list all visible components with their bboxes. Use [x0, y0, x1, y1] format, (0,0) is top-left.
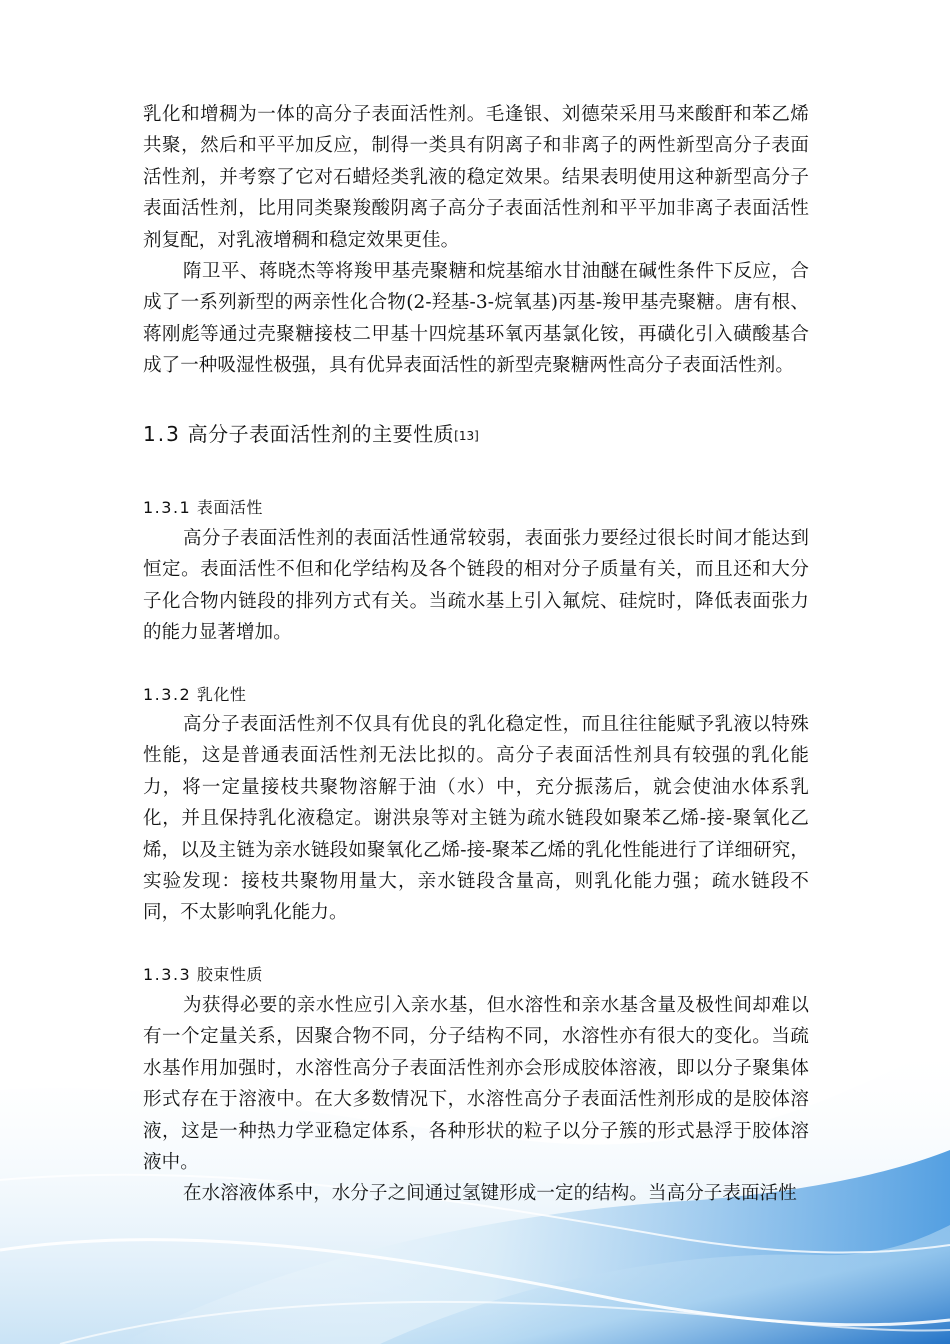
subsection-number: 1.3.3 — [143, 965, 192, 984]
section-number: 1.3 — [143, 422, 181, 446]
subsection-title: 胶束性质 — [196, 965, 263, 984]
paragraph-micelle-properties: 为获得必要的亲水性应引入亲水基，但水溶性和亲水基含量及极性间却难以有一个定量关系，因聚合物不同，分子结构不同，水溶性亦有很大的变化。当疏水基作用加强时，水溶性高分子表面活性剂亦会形成胶体溶液，即以分子聚集体形式存在于溶液中。在大多数情况下，水溶性高分子表面活性剂形成的是胶体溶液，这是一种热力学亚稳定体系，各种形状的粒子以分子簇的形式悬浮于胶体溶液中。 — [143, 995, 809, 1174]
section-heading-1-3 — [143, 420, 809, 450]
paragraph-surface-activity: 高分子表面活性剂的表面活性通常较弱，表面张力要经过很长时间才能达到恒定。表面活性不但和化学结构及各个链段的相对分子质量有关，而且还和大分子化合物内链段的排列方式有关。当疏水基上引入氟烷、硅烷时，降低表面张力的能力显著增加。 — [143, 528, 809, 644]
paragraph-chitosan-amphiphiles: 隋卫平、蒋晓杰等将羧甲基壳聚糖和烷基缩水甘油醚在碱性条件下反应，合成了一系列新型的两亲性化合物(2-羟基-3-烷氧基)丙基-羧甲基壳聚糖。唐有根、蒋刚彪等通过壳聚糖接枝二甲基十四烷基环氧丙基氯化铵，再磺化引入磺酸基合成了一种吸湿性极强，具有优异表面活性的新型壳聚糖两性高分子表面活性剂。 — [143, 261, 809, 377]
subsection-title: 乳化性 — [196, 685, 247, 704]
citation-ref: [13] — [454, 429, 479, 443]
subsection-number: 1.3.1 — [143, 498, 192, 517]
subsection-heading-1-3-2 — [143, 683, 809, 707]
paragraph-emulsification: 高分子表面活性剂不仅具有优良的乳化稳定性，而且往往能赋予乳液以特殊性能，这是普通表面活性剂无法比拟的。高分子表面活性剂具有较强的乳化能力，将一定量接枝共聚物溶解于油（水）中，充分振荡后，就会使油水体系乳化，并且保持乳化液稳定。谢洪泉等对主链为疏水链段如聚苯乙烯-接-聚氧化乙烯，以及主链为亲水链段如聚氧化乙烯-接-聚苯乙烯的乳化性能进行了详细研究，实验发现：接枝共聚物用量大，亲水链段含量高，则乳化能力强；疏水链段不同，不太影响乳化能力。 — [143, 714, 809, 924]
subsection-heading-1-3-3 — [143, 963, 809, 987]
subsection-heading-1-3-1 — [143, 496, 809, 520]
subsection-title: 表面活性 — [196, 498, 263, 517]
section-title: 高分子表面活性剂的主要性质 — [187, 422, 455, 446]
paragraph-aqueous-system: 在水溶液体系中，水分子之间通过氢键形成一定的结构。当高分子表面活性 — [183, 1183, 797, 1204]
paragraph-intro-continuation: 乳化和增稠为一体的高分子表面活性剂。毛逢银、刘德荣采用马来酸酐和苯乙烯共聚，然后和平平加反应，制得一类具有阴离子和非离子的两性新型高分子表面活性剂，并考察了它对石蜡烃类乳液的稳定效果。结果表明使用这种新型高分子表面活性剂，比用同类聚羧酸阴离子高分子表面活性剂和平平加非离子表面活性剂复配，对乳液增稠和稳定效果更佳。 — [143, 104, 809, 251]
subsection-number: 1.3.2 — [143, 685, 192, 704]
